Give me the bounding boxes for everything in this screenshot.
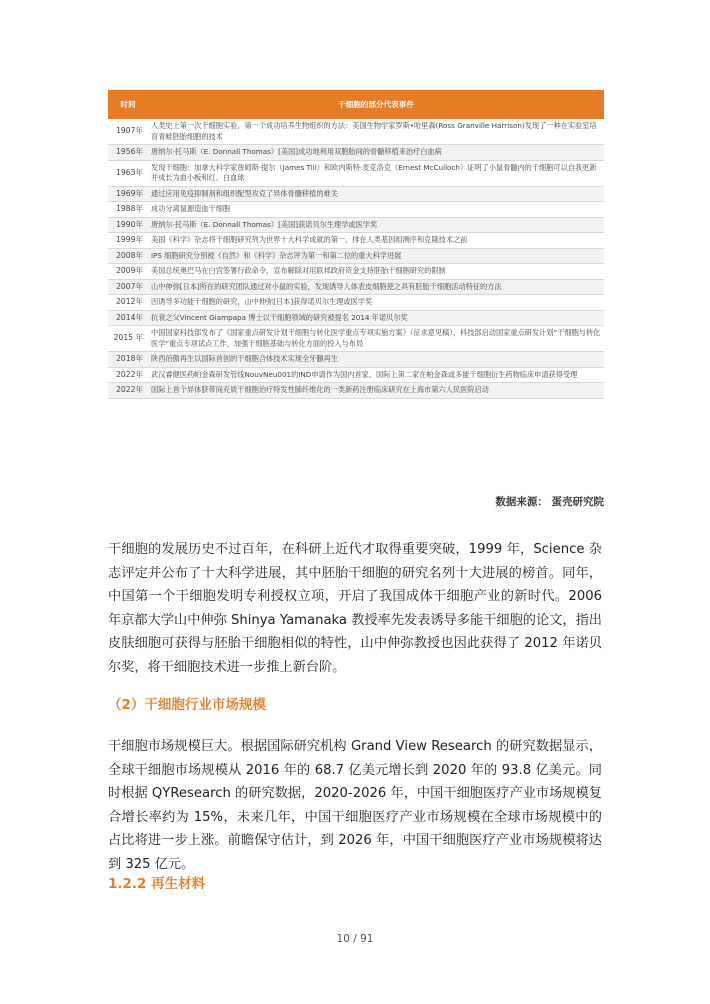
data-source-note: 数据来源： 蛋壳研究院: [495, 496, 604, 508]
page-number: 10 / 91: [336, 933, 374, 945]
table-row: [108, 217, 604, 233]
table-cell-year: 2022年: [108, 383, 148, 399]
table-cell-event: 中国国家科技部发布了《国家重点研发计划干细胞与转化医学重点专项实施方案》（征求意见稿），科技部启动国家重点研发计划“干细胞与转化医学”重点专项试点工作，加强干细胞基础与转化方面的投入与布局: [148, 326, 604, 352]
table-cell-year: 2008年: [108, 248, 148, 264]
history-paragraph: 干细胞的发展历史不过百年，在科研上近代才取得重要突破，1999 年，Science 杂志评定并公布了十大科学进展，其中胚胎干细胞的研究名列十大进展的榜首。同年，中国第一个干细胞发明专利授权立项，开启了我国成体干细胞产业的新时代。2006 年京都大学山中伸弥 Shinya Yamanaka 教授率先发表诱导多能干细胞的论文，指出皮肤细胞可获得与胚胎干细胞相似的特性，山中伸弥教授也因此获得了 2012 年诺贝尔奖，将干细胞技术进一步推上新台阶。: [108, 542, 602, 675]
table-row: [108, 160, 604, 186]
table-cell-year: 2007年: [108, 279, 148, 295]
stem-cell-events-table: [108, 90, 604, 399]
table-cell-event: 国际上首个异体脐带间充质干细胞治疗特发性肺纤维化的一类新药注册临床研究在上海市第六人民医院启动: [148, 383, 604, 399]
table-cell-year: 1907年: [108, 119, 148, 145]
table-cell-year: 2018年: [108, 352, 148, 368]
table-row: [108, 145, 604, 161]
table-row: [108, 186, 604, 202]
table-cell-event: 唐纳尔·托马斯（E. Donnall Thomas）[美国]成功地利用双胞胎间的骨髓移植来治疗白血病: [148, 145, 604, 161]
table-cell-event: 因诱导多功能干细胞的研究，山中伸弥[日本]获得诺贝尔生理或医学奖: [148, 295, 604, 311]
table-row: [108, 352, 604, 368]
table-cell-event: 山中伸弥[日本]所在的研究团队通过对小鼠的实验，发现诱导人体表皮细胞使之具有胚胎干细胞活动特征的方法: [148, 279, 604, 295]
table-cell-event: 唐纳尔·托马斯（E. Donnall Thomas）[美国]获诺贝尔生理学或医学奖: [148, 217, 604, 233]
table-row: [108, 248, 604, 264]
table-cell-event: 抗衰之父Vincent Giampapa 博士以干细胞领域的研究被提名 2014 年诺贝尔奖: [148, 310, 604, 326]
table-cell-event: iPS 细胞研究分别被《自然》和《科学》杂志评为第一和第二位的重大科学进展: [148, 248, 604, 264]
table-row: [108, 367, 604, 383]
table-cell-event: 成功分离鼠源造血干细胞: [148, 202, 604, 218]
table-row: [108, 202, 604, 218]
table-row: [108, 279, 604, 295]
table-cell-event: 美国总统奥巴马在白宫签署行政命令，宣布解除对用联邦政府资金支持胚胎干细胞研究的限制: [148, 264, 604, 280]
table-cell-year: 2014年: [108, 310, 148, 326]
table-row: [108, 119, 604, 145]
table-cell-event: 人类史上第一次干细胞实验，第一个成功培养生物组织的方法：美国生物学家罗斯•哈里森(Ross Granville Harrison)发现了一种在实验室培育青蛙胚胎细胞的技术: [148, 119, 604, 145]
table-cell-year: 1990年: [108, 217, 148, 233]
table-cell-year: 1956年: [108, 145, 148, 161]
table-header-time: 时间: [108, 90, 148, 119]
table-cell-year: 2015 年: [108, 326, 148, 352]
table-cell-event: 通过应用免疫抑制剂和组织配型攻克了异体骨髓移植的难关: [148, 186, 604, 202]
table-row: [108, 264, 604, 280]
table-cell-event: 发现干细胞：加拿大科学家詹姆斯·提尔（James Till）和欧内斯特·麦克洛克（Ernest McCulloch）证明了小鼠骨髓内的干细胞可以自我更新并成长为血小板和红、白血球: [148, 160, 604, 186]
table-cell-year: 1988年: [108, 202, 148, 218]
table-row: [108, 326, 604, 352]
table-row: [108, 383, 604, 399]
table-cell-event: 陕西佰傲再生以国际首创的干细胞合体技术实现全牙髓再生: [148, 352, 604, 368]
table-header-row: [108, 90, 604, 119]
section-heading: （2）干细胞行业市场规模: [108, 697, 266, 713]
table-cell-year: 2022年: [108, 367, 148, 383]
table-cell-year: 2012年: [108, 295, 148, 311]
table-cell-year: 1999年: [108, 233, 148, 249]
table-header-event: 干细胞的部分代表事件: [148, 90, 604, 119]
table-cell-year: 2009年: [108, 264, 148, 280]
market-size-paragraph: 干细胞市场规模巨大。根据国际研究机构 Grand View Research 的研究数据显示，全球干细胞市场规模从 2016 年的 68.7 亿美元增长到 2020 年的 93.8 亿美元。同时根据 QYResearch 的研究数据，2020-2026 年，中国干细胞医疗产业市场规模复合增长率约为 15%，未来几年，中国干细胞医疗产业市场规模在全球市场规模中的占比将进一步上涨。前瞻保守估计，到 2026 年，中国干细胞医疗产业市场规模将达到 325 亿元。: [108, 739, 602, 872]
table-row: [108, 310, 604, 326]
table-row: [108, 233, 604, 249]
subsection-heading: 1.2.2 再生材料: [108, 876, 206, 892]
table-cell-event: 武汉睿健医药帕金森研发管线NouvNeu001的IND申请作为国内首家、国际上第二家在帕金森或多能干细胞衍生药物临床申请获得受理: [148, 367, 604, 383]
table-cell-year: 1969年: [108, 186, 148, 202]
table-row: [108, 295, 604, 311]
table-cell-event: 美国《科学》杂志将干细胞研究列为世界十大科学成就的第一，排在人类基因组测序和克隆技术之前: [148, 233, 604, 249]
table-cell-year: 1963年: [108, 160, 148, 186]
